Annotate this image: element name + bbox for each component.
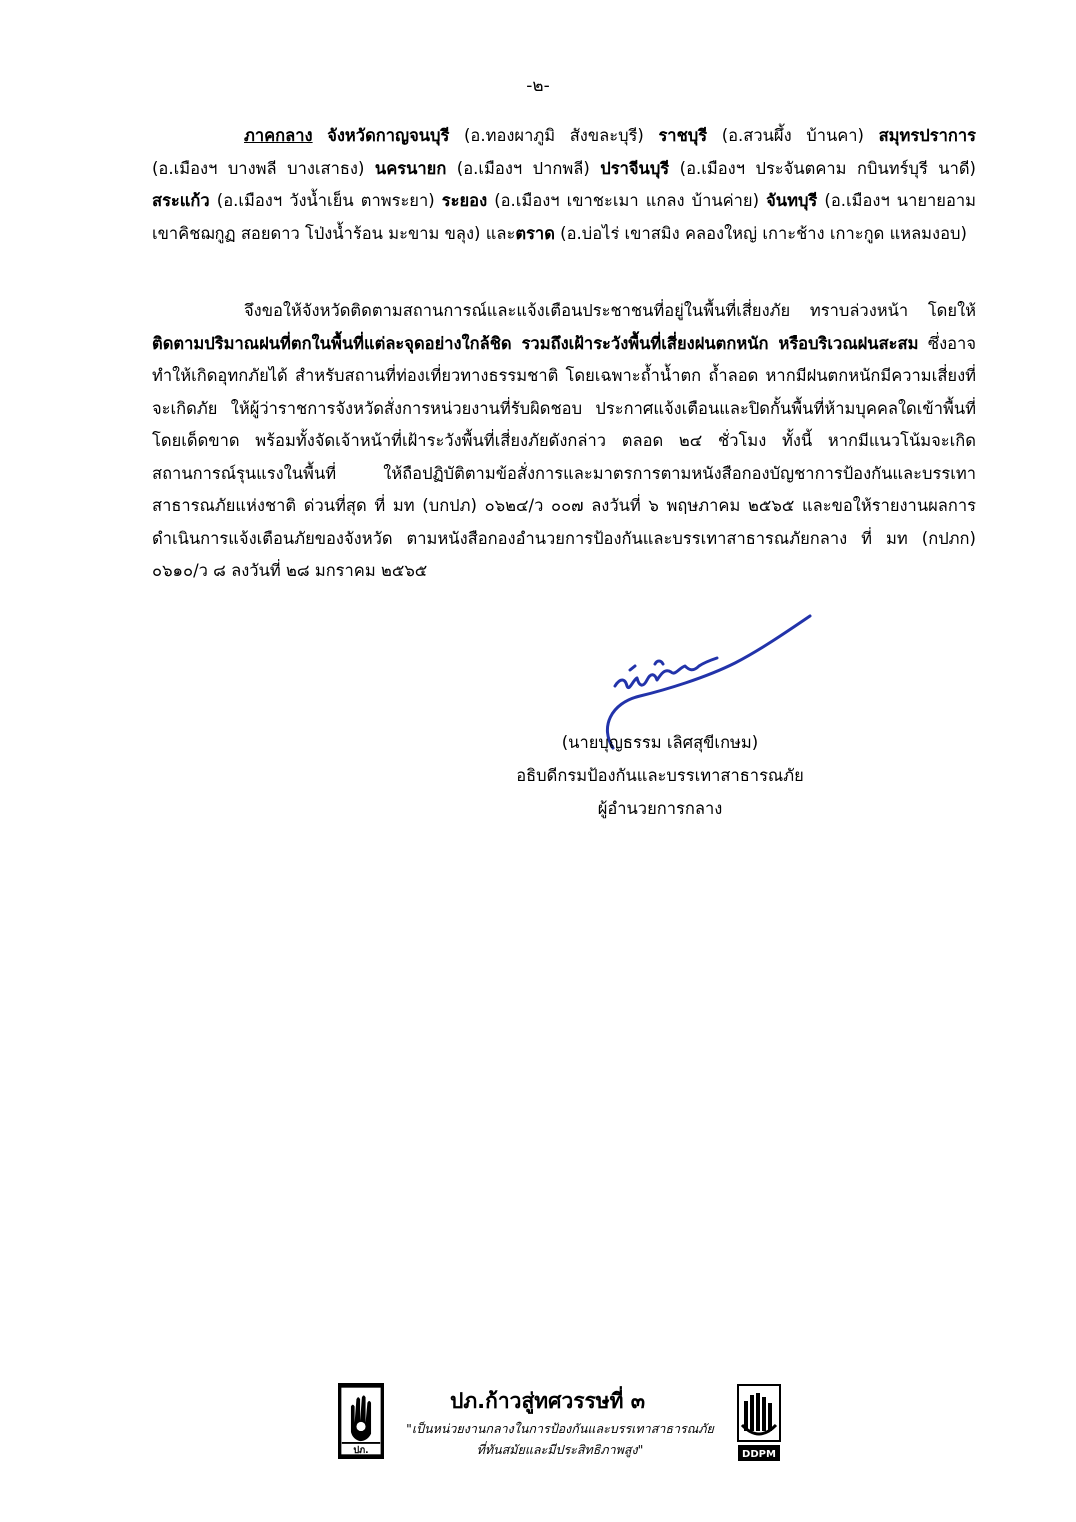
logo-left-label: ปภ. — [353, 1445, 369, 1456]
footer-motto-line1: "เป็นหน่วยงานกลางในการป้องกันและบรรเทาสาธารณภัย — [406, 1421, 714, 1436]
province-samut-prakan: สมุทรปราการ — [878, 126, 976, 145]
province-rayong: ระยอง — [441, 191, 488, 210]
emphasis-rain-monitoring: ติดตามปริมาณฝนที่ตกในพื้นที่แต่ละจุดอย่างใกล้ชิด รวมถึงเฝ้าระวังพื้นที่เสี่ยงฝนตกหนัก หรือบริเวณฝนสะสม — [152, 333, 919, 353]
footer-motto-line2: ที่ทันสมัยและมีประสิทธิภาพสูง" — [476, 1442, 644, 1457]
province-kanchanaburi: จังหวัดกาญจนบุรี — [327, 126, 450, 145]
footer-banner — [338, 1383, 788, 1473]
paragraph-central-region: ภาคกลาง จังหวัดกาญจนบุรี (อ.ทองผาภูมิ สังขละบุรี) ราชบุรี (อ.สวนผึ้ง บ้านคา) สมุทรปราการ (อ.เมืองฯ บางพลี บางเสาธง) นครนายก (อ.เมืองฯ ปากพลี) ปราจีนบุรี (อ.เมืองฯ ประจันตคาม กบินทร์บุรี นาดี) สระแก้ว (อ.เมืองฯ วังน้ำเย็น ตาพระยา) ระยอง (อ.เมืองฯ เขาชะเมา แกลง บ้านค่าย) จันทบุรี (อ.เมืองฯ นายายอาม เขาคิชฌกูฏ สอยดาว โป่งน้ำร้อน มะขาม ขลุง) และตราด (อ.บ่อไร่ เขาสมิง คลองใหญ่ เกาะช้าง เกาะกูด แหลมงอบ) — [152, 126, 976, 243]
footer-motto — [400, 1418, 720, 1460]
province-chanthaburi: จันทบุรี — [766, 191, 818, 210]
province-sa-kaeo: สระแก้ว — [152, 191, 210, 210]
signature-block — [480, 726, 840, 825]
province-prachinburi: ปราจีนบุรี — [600, 158, 670, 178]
paragraph-instructions: จึงขอให้จังหวัดติดตามสถานการณ์และแจ้งเตือนประชาชนที่อยู่ในพื้นที่เสี่ยงภัย ทราบล่วงหน้า โดยให้ติดตามปริมาณฝนที่ตกในพื้นที่แต่ละจุดอย่างใกล้ชิด รวมถึงเฝ้าระวังพื้นที่เสี่ยงฝนตกหนัก หรือบริเวณฝนสะสม ซึ่งอาจทำให้เกิดอุทกภัยได้ สำหรับสถานที่ท่องเที่ยวทางธรรมชาติ โดยเฉพาะถ้ำน้ำตก ถ้ำลอด หากมีฝนตกหนักมีความเสี่ยงที่จะเกิดภัย ให้ผู้ว่าราชการจังหวัดสั่งการหน่วยงานที่รับผิดชอบ ประกาศแจ้งเตือนและปิดกั้นพื้นที่ห้ามบุคคลใดเข้าพื้นที่โดยเด็ดขาด พร้อมทั้งจัดเจ้าหน้าที่เฝ้าระวังพื้นที่เสี่ยงภัยดังกล่าว ตลอด ๒๔ ชั่วโมง ทั้งนี้ หากมีแนวโน้มจะเกิดสถานการณ์รุนแรงในพื้นที่ ให้ถือปฏิบัติตามข้อสั่งการและมาตรการตามหนังสือกองบัญชาการป้องกันและบรรเทาสาธารณภัยแห่งชาติ ด่วนที่สุด ที่ มท (บกปภ) ๐๖๒๔/ว ๐๐๗ ลงวันที่ ๖ พฤษภาคม ๒๕๖๕ และขอให้รายงานผลการดำเนินการแจ้งเตือนภัยของจังหวัด ตามหนังสือกองอำนวยการป้องกันและบรรเทาสาธารณภัยกลาง ที่ มท (กปภก) ๐๖๑๐/ว ๘ ลงวันที่ ๒๘ มกราคม ๒๕๖๕ — [152, 301, 976, 580]
ddpm-hand-logo-icon — [338, 1383, 384, 1459]
page-number: -๒- — [526, 76, 550, 96]
signatory-name: (นายบุญธรรม เลิศสุขีเกษม) — [561, 733, 759, 752]
province-trat: ตราด — [515, 223, 555, 243]
province-nakhon-nayok: นครนายก — [374, 158, 447, 178]
signatory-position: อธิบดีกรมป้องกันและบรรเทาสาธารณภัย — [516, 766, 804, 785]
footer-title: ปภ.ก้าวสู่ทศวรรษที่ ๓ — [450, 1389, 646, 1413]
signatory-role: ผู้อำนวยการกลาง — [597, 799, 723, 818]
logo-right-label: DDPM — [742, 1449, 776, 1460]
ddpm-emblem-icon — [734, 1383, 784, 1463]
province-ratchaburi: ราชบุรี — [658, 126, 708, 145]
region-label: ภาคกลาง — [244, 126, 313, 145]
